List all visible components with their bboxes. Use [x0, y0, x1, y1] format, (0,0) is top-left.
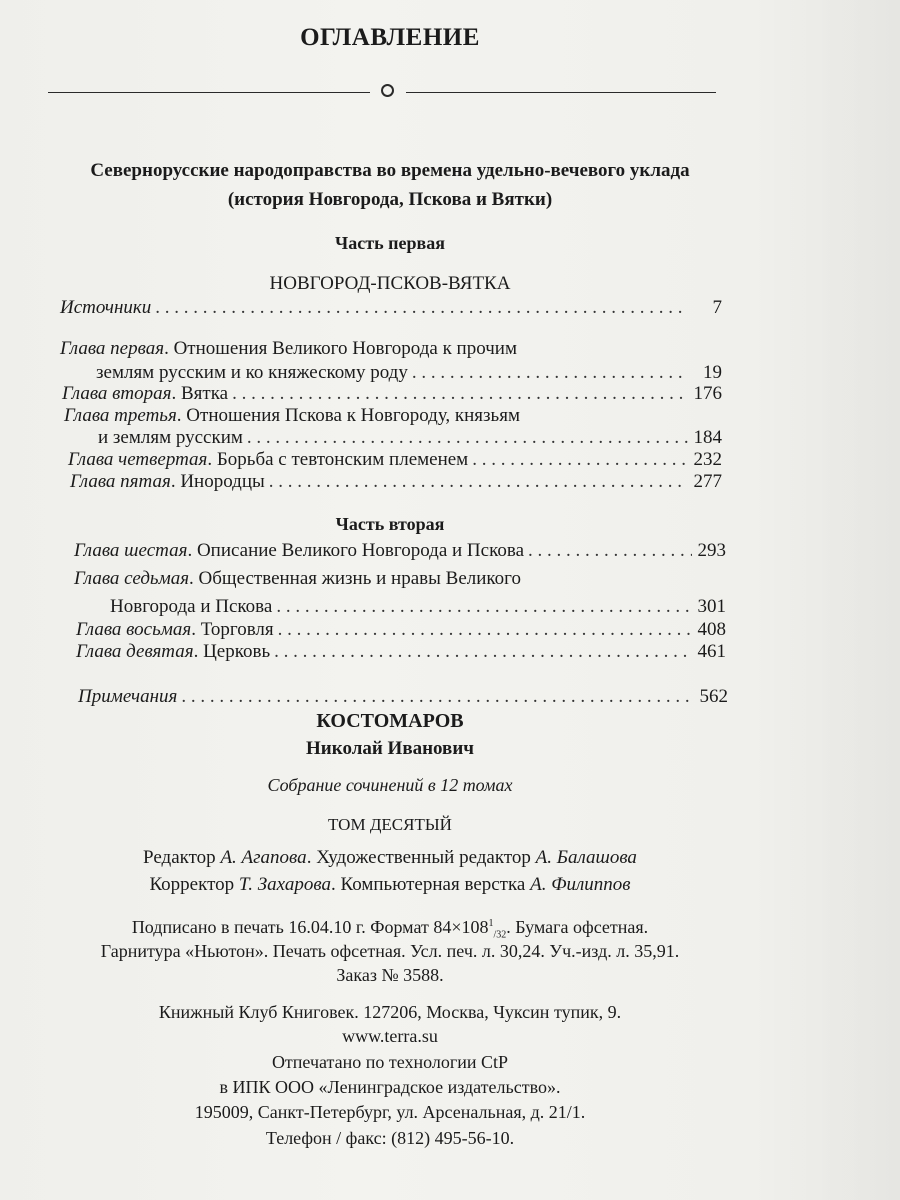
toc-entry-chapter9: [76, 641, 726, 663]
toc-entry-chapter5: [70, 471, 722, 493]
editor-name: Т. Захарова: [238, 874, 331, 895]
part1-subheading: НОВГОРОД-ПСКОВ-ВЯТКА: [269, 273, 511, 294]
toc-title: . Общественная жизнь и нравы Великого: [189, 568, 521, 589]
author-name: Николай Иванович: [306, 738, 474, 759]
toc-label: Глава седьмая: [74, 568, 190, 589]
dot-leader: [269, 471, 688, 493]
toc-label: Источники: [60, 297, 152, 318]
printer-address: 195009, Санкт-Петербург, ул. Арсенальная, д. 21/1.: [194, 1102, 586, 1122]
toc-entry-chapter6: [74, 540, 726, 562]
toc-title: и землям русским: [98, 427, 243, 448]
toc-entry-chapter2: [62, 383, 722, 405]
toc-entry-chapter8: [76, 619, 726, 641]
toc-title: . Описание Великого Новгорода и Пскова: [187, 540, 525, 561]
editor-role: . Компьютерная верстка: [330, 874, 531, 895]
dot-leader: [274, 641, 692, 663]
toc-label: Глава восьмая: [76, 619, 192, 640]
printer-line2: в ИПК ООО «Ленинградское издательство».: [219, 1077, 561, 1097]
publisher-url: www.terra.su: [342, 1026, 438, 1046]
editor-name: А. Агапова: [220, 847, 307, 868]
toc-entry-chapter7-line2: [110, 596, 726, 618]
editor-role: . Художественный редактор: [306, 847, 536, 868]
toc-page: 176: [693, 383, 722, 404]
toc-page: 184: [693, 427, 722, 448]
ornament-line-left: [48, 92, 370, 93]
toc-page: 562: [699, 686, 728, 707]
author-surname: КОСТОМАРОВ: [316, 710, 464, 732]
toc-title: . Инородцы: [170, 471, 265, 492]
toc-entry-chapter1-line2: [96, 362, 722, 384]
toc-entry-chapter3-line2: [98, 427, 722, 449]
paper-type: . Бумага офсетная.: [506, 917, 649, 937]
toc-entry-sources: [60, 297, 722, 319]
dot-leader: [232, 383, 688, 405]
dot-leader: [155, 297, 688, 319]
toc-entry-chapter3-line1: [64, 405, 520, 427]
toc-title: . Вятка: [171, 383, 229, 404]
series-title: Собрание сочинений в 12 томах: [267, 775, 513, 795]
toc-entry-notes: [78, 686, 728, 708]
toc-entry-chapter7-line1: [74, 568, 521, 590]
toc-title: . Отношения Великого Новгорода к прочим: [164, 338, 517, 359]
dot-leader: [278, 619, 692, 641]
print-format: Подписано в печать 16.04.10 г. Формат 84×108: [131, 917, 489, 937]
toc-page: 461: [697, 641, 726, 662]
format-superscript: 1: [488, 918, 494, 929]
toc-page: 408: [697, 619, 726, 640]
toc-title: . Церковь: [193, 641, 271, 662]
format-subscript: /32: [493, 929, 507, 941]
printer-line1: Отпечатано по технологии CtP: [271, 1052, 509, 1072]
toc-label: Глава третья: [64, 405, 177, 426]
editors-line2: [0, 874, 780, 896]
print-details-line1: [0, 917, 780, 941]
toc-label: Глава четвертая: [68, 449, 208, 470]
book-title-line1: Севернорусские народоправства во времена удельно-вечевого уклада: [90, 160, 690, 181]
book-title-line2: (история Новгорода, Пскова и Вятки): [227, 189, 553, 210]
printer-phone: Телефон / факс: (812) 495-56-10.: [265, 1128, 515, 1148]
toc-page: 232: [693, 449, 722, 470]
editor-name: А. Филиппов: [530, 874, 631, 895]
publisher-address: Книжный Клуб Книговек. 127206, Москва, Чуксин тупик, 9.: [158, 1002, 622, 1022]
ornament-circle-icon: [381, 84, 394, 97]
toc-label: Глава вторая: [62, 383, 172, 404]
editors-line1: [0, 847, 780, 869]
order-number: Заказ № 3588.: [336, 965, 444, 985]
print-details-line2: Гарнитура «Ньютон». Печать офсетная. Усл. печ. л. 30,24. Уч.-изд. л. 35,91.: [100, 941, 680, 961]
editor-role: Редактор: [143, 847, 221, 868]
toc-label: Глава пятая: [70, 471, 171, 492]
editor-role: Корректор: [149, 874, 239, 895]
toc-page: 293: [697, 540, 726, 561]
dot-leader: [528, 540, 692, 562]
editor-name: А. Балашова: [535, 847, 637, 868]
toc-title: Новгорода и Пскова: [110, 596, 273, 617]
toc-label: Глава первая: [60, 338, 165, 359]
toc-label: Примечания: [78, 686, 178, 707]
toc-page: 19: [703, 362, 722, 383]
dot-leader: [472, 449, 688, 471]
dot-leader: [276, 596, 692, 618]
toc-page: 277: [693, 471, 722, 492]
toc-page: 301: [697, 596, 726, 617]
toc-entry-chapter1-line1: [60, 338, 517, 360]
toc-entry-chapter4: [68, 449, 722, 471]
toc-label: Глава шестая: [74, 540, 188, 561]
toc-title: . Борьба с тевтонским племенем: [207, 449, 469, 470]
part1-heading: Часть первая: [335, 233, 445, 253]
toc-label: Глава девятая: [76, 641, 194, 662]
page-title: ОГЛАВЛЕНИЕ: [300, 24, 480, 51]
volume-title: ТОМ ДЕСЯТЫЙ: [328, 815, 452, 834]
ornament-line-right: [406, 92, 716, 93]
toc-title: . Торговля: [191, 619, 274, 640]
part2-heading: Часть вторая: [335, 514, 445, 534]
toc-title: . Отношения Пскова к Новгороду, князьям: [176, 405, 520, 426]
toc-page: 7: [712, 297, 722, 318]
dot-leader: [181, 686, 694, 708]
dot-leader: [247, 427, 688, 449]
toc-title: землям русским и ко княжескому роду: [96, 362, 408, 383]
dot-leader: [412, 362, 688, 384]
